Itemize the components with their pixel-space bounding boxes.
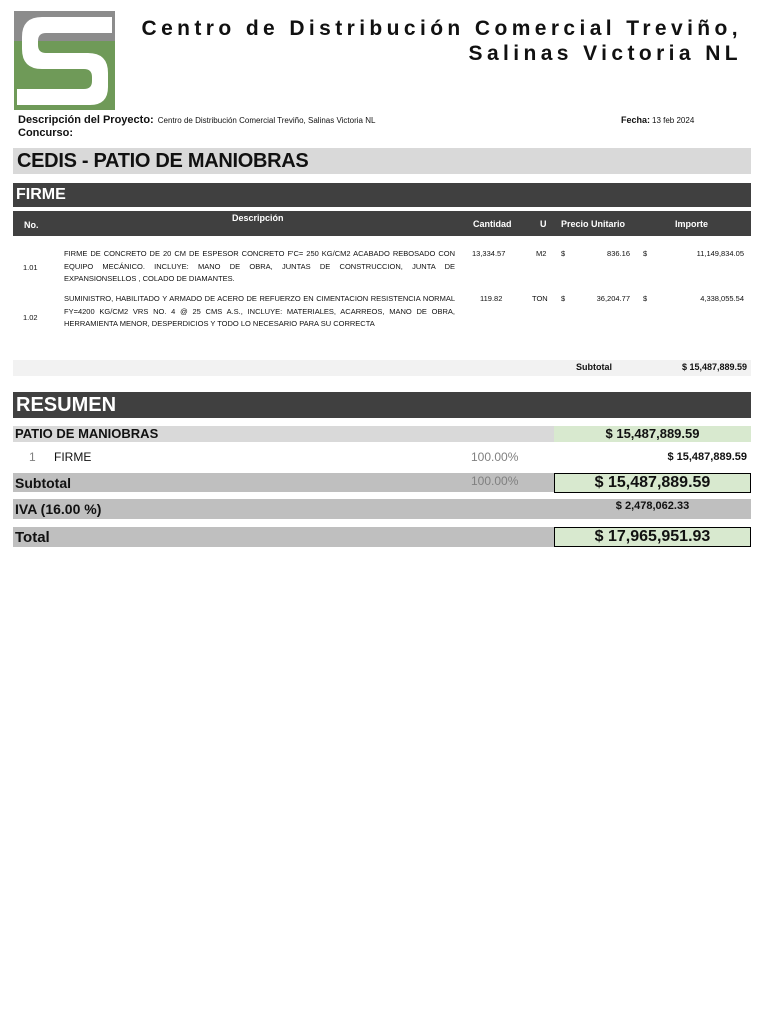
col-importe: Importe <box>675 219 709 229</box>
table-row <box>13 248 751 288</box>
document-title <box>142 16 742 66</box>
resumen-line-amount: $ 15,487,889.59 <box>667 451 747 463</box>
total-label: Total <box>15 529 50 546</box>
title-line-1: Centro de Distribución Comercial Treviño, <box>141 17 742 40</box>
iva-row <box>13 499 751 519</box>
date-label: Fecha: <box>621 115 651 125</box>
iva-amount: $ 2,478,062.33 <box>615 500 690 512</box>
item-currency: $ <box>561 249 566 258</box>
project-description-value: Centro de Distribución Comercial Treviño, Salinas Victoria NL <box>157 116 376 125</box>
item-currency: $ <box>643 294 648 303</box>
item-precio: 36,204.77 <box>596 294 630 303</box>
resumen-group-amount: $ 15,487,889.59 <box>554 426 751 442</box>
item-description: FIRME DE CONCRETO DE 20 CM DE ESPESOR CONCRETO F'C= 250 KG/CM2 ACABADO REBOSADO CON EQUIPO MECÁNICO. INCLUYE: MANO DE OBRA, JUNTAS DE CONSTRUCCION, JUNTA DE EXPANSIONSELLOS , COLADO DE DIAMANTES. <box>64 249 455 283</box>
item-importe: 11,149,834.05 <box>696 249 744 258</box>
item-no: 1.02 <box>23 313 38 322</box>
project-description-label: Descripción del Proyecto: <box>18 114 154 126</box>
table-row <box>13 293 751 345</box>
resumen-subtotal-amount: $ 15,487,889.59 <box>554 473 751 493</box>
item-cantidad: 119.82 <box>480 294 503 303</box>
resumen-title: RESUMEN <box>13 392 751 418</box>
col-descripcion: Descripción <box>232 213 284 223</box>
item-currency: $ <box>643 249 648 258</box>
resumen-line-row <box>13 449 751 465</box>
section-subtotal-value: $ 15,487,889.59 <box>681 362 747 372</box>
section-title-firme: FIRME <box>13 183 751 207</box>
resumen-line-no: 1 <box>29 450 36 464</box>
resumen-line-pct: 100.00% <box>471 450 519 464</box>
item-unidad: M2 <box>536 249 547 258</box>
item-description: SUMINISTRO, HABILITADO Y ARMADO DE ACERO DE REFUERZO EN CIMENTACION RESISTENCIA NORMAL FY=4200 KG/CM2 VRS NO. 4 @ 25 CMS A.S., INCLUYE: MATERIALES, ACARREOS, MANO DE OBRA, HERRAMIENTA MENOR, DESPERDICIOS Y TODO LO NECESARIO PARA SU CORRECTA <box>64 294 455 328</box>
title-line-2: Salinas Victoria NL <box>468 42 742 65</box>
resumen-subtotal-row <box>13 473 751 492</box>
date-field <box>621 115 694 125</box>
item-precio: 836.16 <box>607 249 630 258</box>
item-unidad: TON <box>532 294 548 303</box>
item-importe: 4,338,055.54 <box>700 294 744 303</box>
date-value: 13 feb 2024 <box>652 116 695 125</box>
resumen-group-label: PATIO DE MANIOBRAS <box>15 426 159 441</box>
resumen-line-label: FIRME <box>54 450 92 464</box>
col-unidad: U <box>540 219 547 229</box>
table-header <box>13 211 751 236</box>
resumen-subtotal-pct: 100.00% <box>471 474 519 488</box>
col-precio-unitario: Precio Unitario <box>561 219 626 229</box>
resumen-subtotal-label: Subtotal <box>15 475 71 491</box>
logo-s-shape <box>17 17 112 105</box>
project-title: CEDIS - PATIO DE MANIOBRAS <box>13 148 751 174</box>
resumen-group-row <box>13 426 751 442</box>
item-no: 1.01 <box>23 263 38 272</box>
col-no: No. <box>24 220 39 230</box>
section-subtotal-label: Subtotal <box>576 362 612 372</box>
total-amount: $ 17,965,951.93 <box>554 527 751 547</box>
section-subtotal-row <box>13 360 751 376</box>
iva-label: IVA (16.00 %) <box>15 501 102 517</box>
project-description <box>18 114 375 126</box>
item-currency: $ <box>561 294 566 303</box>
item-cantidad: 13,334.57 <box>472 249 506 258</box>
total-row <box>13 527 751 547</box>
col-cantidad: Cantidad <box>473 219 512 229</box>
concurso-label: Concurso: <box>18 127 73 139</box>
company-logo <box>14 11 115 110</box>
